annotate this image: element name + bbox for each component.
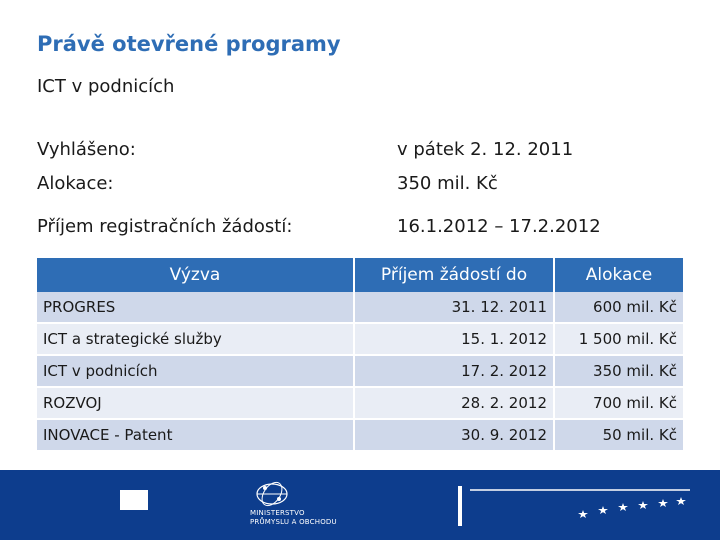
ministry-logo-text [250, 509, 337, 527]
call-name: ICT a strategické služby [37, 324, 353, 356]
call-allocation: 700 mil. Kč [553, 388, 683, 420]
call-name: ROZVOJ [37, 388, 353, 420]
call-allocation: 50 mil. Kč [553, 420, 683, 452]
table-row [37, 356, 683, 388]
registration-value: 16.1.2012 – 17.2.2012 [397, 216, 601, 237]
eu-stars-icon [470, 480, 700, 530]
call-allocation: 350 mil. Kč [553, 356, 683, 388]
table-row [37, 388, 683, 420]
table-row [37, 420, 683, 452]
call-deadline: 28. 2. 2012 [353, 388, 553, 420]
call-deadline: 17. 2. 2012 [353, 356, 553, 388]
logo-line-1: MINISTERSTVO [250, 509, 305, 517]
call-allocation: 600 mil. Kč [553, 292, 683, 324]
allocation-value: 350 mil. Kč [397, 173, 498, 194]
flag-icon [120, 490, 148, 510]
table-header-row [37, 258, 683, 292]
slide-subtitle: ICT v podnicích [37, 76, 175, 97]
announced-value: v pátek 2. 12. 2011 [397, 139, 574, 160]
registration-label: Příjem registračních žádostí: [37, 216, 293, 237]
announced-label: Vyhlášeno: [37, 139, 136, 160]
header-deadline: Příjem žádostí do [353, 258, 553, 292]
call-name: ICT v podnicích [37, 356, 353, 388]
call-deadline: 15. 1. 2012 [353, 324, 553, 356]
logo-line-2: PRŮMYSLU A OBCHODU [250, 518, 337, 526]
footer-divider [458, 486, 462, 526]
table-row [37, 324, 683, 356]
header-call: Výzva [37, 258, 353, 292]
call-deadline: 31. 12. 2011 [353, 292, 553, 324]
call-name: PROGRES [37, 292, 353, 324]
header-allocation: Alokace [553, 258, 683, 292]
call-name: INOVACE - Patent [37, 420, 353, 452]
table-row [37, 292, 683, 324]
calls-table [37, 258, 683, 452]
slide-title: Právě otevřené programy [37, 32, 341, 56]
allocation-label: Alokace: [37, 173, 114, 194]
call-allocation: 1 500 mil. Kč [553, 324, 683, 356]
call-deadline: 30. 9. 2012 [353, 420, 553, 452]
